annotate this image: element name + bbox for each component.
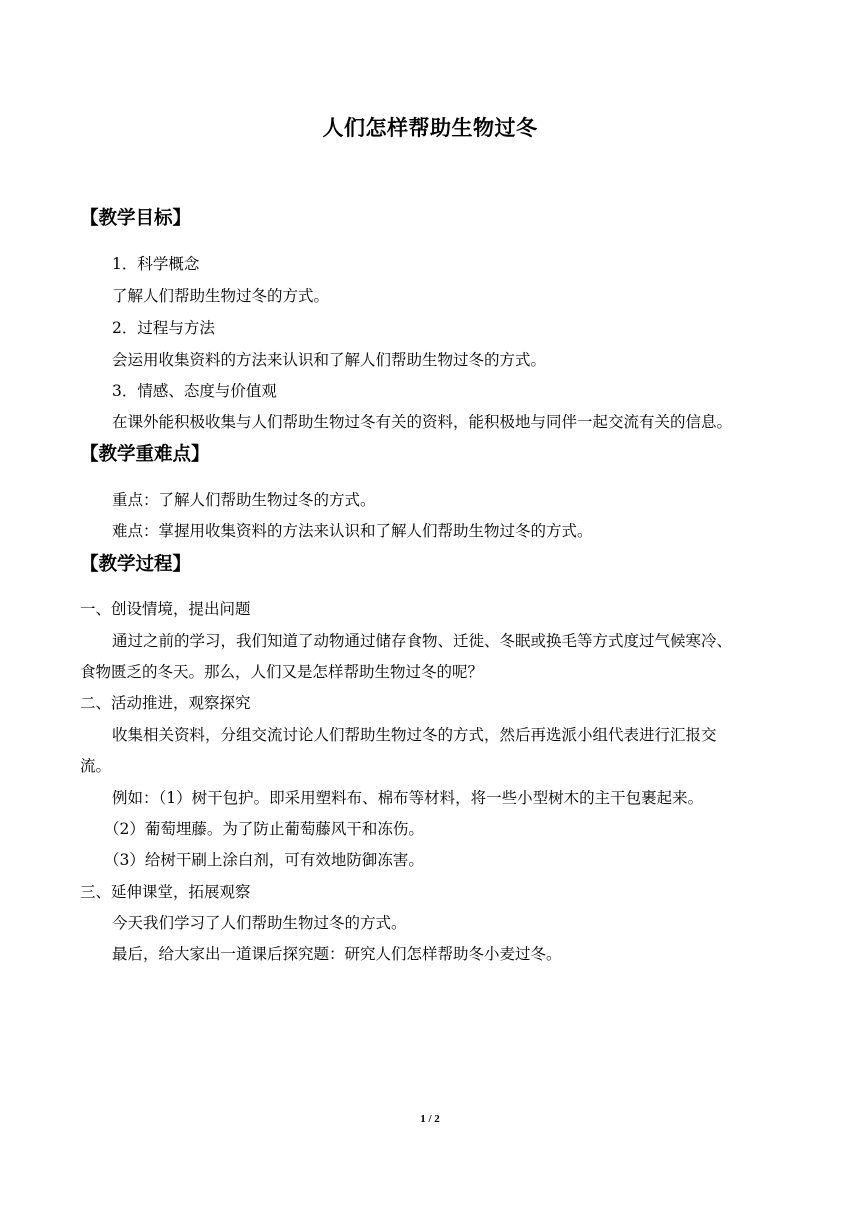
process-example: 例如：（1）树干包护。即采用塑料布、棉布等材料，将一些小型树木的主干包裹起来。 bbox=[112, 789, 704, 807]
goal-item-label: 1．科学概念 bbox=[112, 255, 200, 273]
section-heading-process: 【教学过程】 bbox=[80, 554, 192, 575]
process-paragraph-line: 通过之前的学习，我们知道了动物通过储存食物、迁徙、冬眠或换毛等方式度过气候寒冷、 bbox=[112, 632, 733, 650]
process-example: （2）葡萄埋藤。为了防止葡萄藤风干和冻伤。 bbox=[104, 820, 424, 838]
goal-item-text: 在课外能积极收集与人们帮助生物过冬有关的资料，能积极地与同伴一起交流有关的信息。 bbox=[112, 413, 733, 431]
goal-item-label: 3．情感、态度与价值观 bbox=[112, 382, 277, 400]
process-example: （3）给树干刷上涂白剂，可有效地防御冻害。 bbox=[104, 851, 424, 869]
process-paragraph-line: 最后，给大家出一道课后探究题：研究人们怎样帮助冬小麦过冬。 bbox=[112, 945, 562, 963]
process-part-title: 三、延伸课堂，拓展观察 bbox=[80, 883, 251, 901]
goal-item-label: 2．过程与方法 bbox=[112, 319, 215, 337]
section-heading-key-points: 【教学重难点】 bbox=[80, 444, 210, 465]
goal-item-text: 了解人们帮助生物过冬的方式。 bbox=[112, 287, 330, 305]
document-title: 人们怎样帮助生物过冬 bbox=[322, 116, 538, 140]
process-part-title: 一、创设情境，提出问题 bbox=[80, 600, 251, 618]
process-paragraph-line: 收集相关资料，分组交流讨论人们帮助生物过冬的方式，然后再选派小组代表进行汇报交 bbox=[112, 726, 717, 744]
key-point-difficulty: 难点：掌握用收集资料的方法来认识和了解人们帮助生物过冬的方式。 bbox=[112, 522, 593, 540]
key-point-focus: 重点：了解人们帮助生物过冬的方式。 bbox=[112, 491, 376, 509]
goal-item-text: 会运用收集资料的方法来认识和了解人们帮助生物过冬的方式。 bbox=[112, 351, 547, 369]
process-paragraph-line: 食物匮乏的冬天。那么，人们又是怎样帮助生物过冬的呢？ bbox=[80, 663, 484, 681]
process-paragraph-line: 今天我们学习了人们帮助生物过冬的方式。 bbox=[112, 914, 407, 932]
page-number: 1 / 2 bbox=[420, 1113, 440, 1125]
section-heading-goals: 【教学目标】 bbox=[80, 208, 192, 229]
process-part-title: 二、活动推进，观察探究 bbox=[80, 694, 251, 712]
process-paragraph-line: 流。 bbox=[80, 757, 112, 775]
